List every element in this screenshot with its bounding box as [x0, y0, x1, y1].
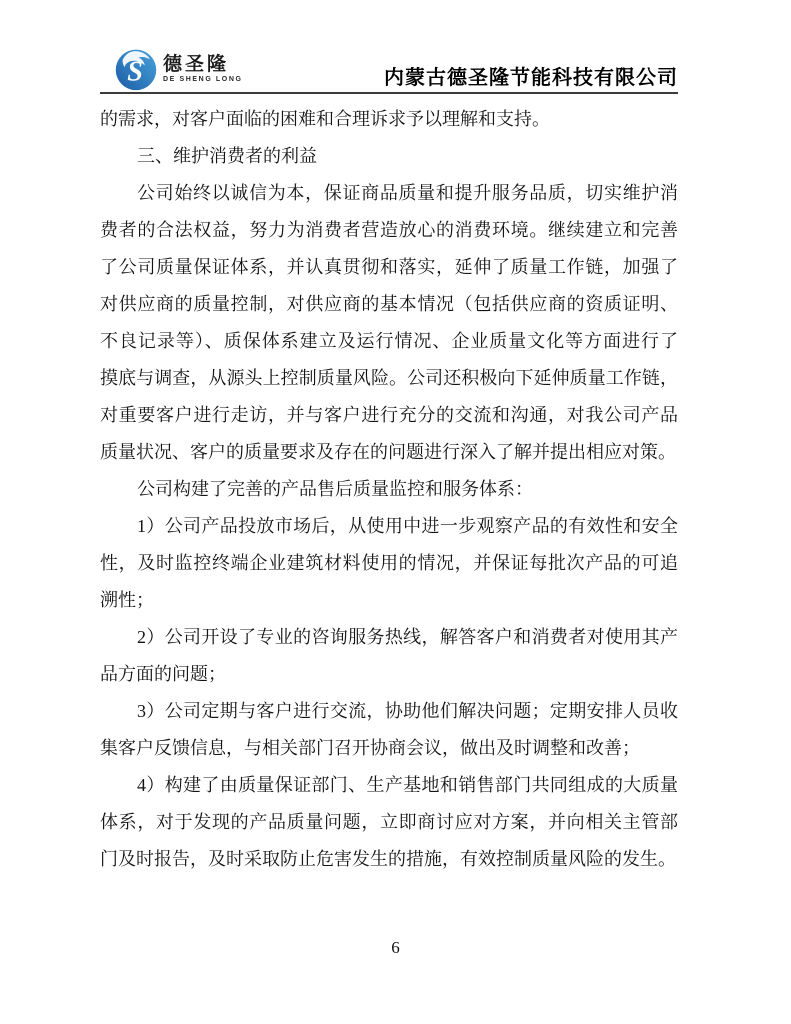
logo-wordmark [163, 54, 243, 84]
text-line: 溯性； [100, 590, 154, 610]
page-footer [0, 938, 791, 958]
text-line: 1）公司产品投放市场后，从使用中进一步观察产品的有效性和安全 [137, 516, 678, 536]
text-line: 公司始终以诚信为本，保证商品质量和提升服务品质，切实维护消 [137, 183, 678, 203]
dragon-s-logo-icon [114, 47, 158, 91]
text-line: 集客户反馈信息，与相关部门召开协商会议，做出及时调整和改善； [100, 738, 640, 758]
text-line: 质量状况、客户的质量要求及存在的问题进行深入了解并提出相应对策。 [100, 442, 676, 462]
text-line: 费者的合法权益，努力为消费者营造放心的消费环境。继续建立和完善 [100, 220, 678, 240]
text-line: 门及时报告，及时采取防止危害发生的措施，有效控制质量风险的发生。 [100, 849, 676, 869]
text-line: 体系，对于发现的产品质量问题，立即商讨应对方案，并向相关主管部 [100, 812, 678, 832]
text-line: 了公司质量保证体系，并认真贯彻和落实，延伸了质量工作链，加强了 [100, 257, 678, 277]
text-line: 4）构建了由质量保证部门、生产基地和销售部门共同组成的大质量 [137, 775, 678, 795]
text-line: 品方面的问题； [100, 664, 226, 684]
logo-text-en: DE SHENG LONG [163, 76, 243, 83]
text-line: 对供应商的质量控制，对供应商的基本情况（包括供应商的资质证明、 [100, 294, 678, 314]
company-logo [114, 47, 243, 91]
document-body [100, 101, 678, 878]
text-line: 2）公司开设了专业的咨询服务热线，解答客户和消费者对使用其产 [137, 627, 678, 647]
text-line: 的需求，对客户面临的困难和合理诉求予以理解和支持。 [100, 109, 550, 129]
text-line: 对重要客户进行走访，并与客户进行充分的交流和沟通，对我公司产品 [100, 405, 678, 425]
text-line: 性，及时监控终端企业建筑材料使用的情况，并保证每批次产品的可追 [100, 553, 678, 573]
page-header [100, 44, 678, 94]
logo-text-cn: 德圣隆 [163, 54, 230, 75]
page-number: 6 [391, 938, 400, 957]
text-line: 3）公司定期与客户进行交流，协助他们解决问题；定期安排人员收 [137, 701, 678, 721]
text-line: 公司构建了完善的产品售后质量监控和服务体系： [137, 479, 533, 499]
company-name: 内蒙古德圣隆节能科技有限公司 [384, 67, 678, 89]
text-line: 三、维护消费者的利益 [137, 146, 317, 166]
text-line: 不良记录等）、质保体系建立及运行情况、企业质量文化等方面进行了 [100, 331, 678, 351]
svg-text:S: S [127, 56, 143, 88]
text-line: 摸底与调查，从源头上控制质量风险。公司还积极向下延伸质量工作链， [100, 368, 678, 388]
